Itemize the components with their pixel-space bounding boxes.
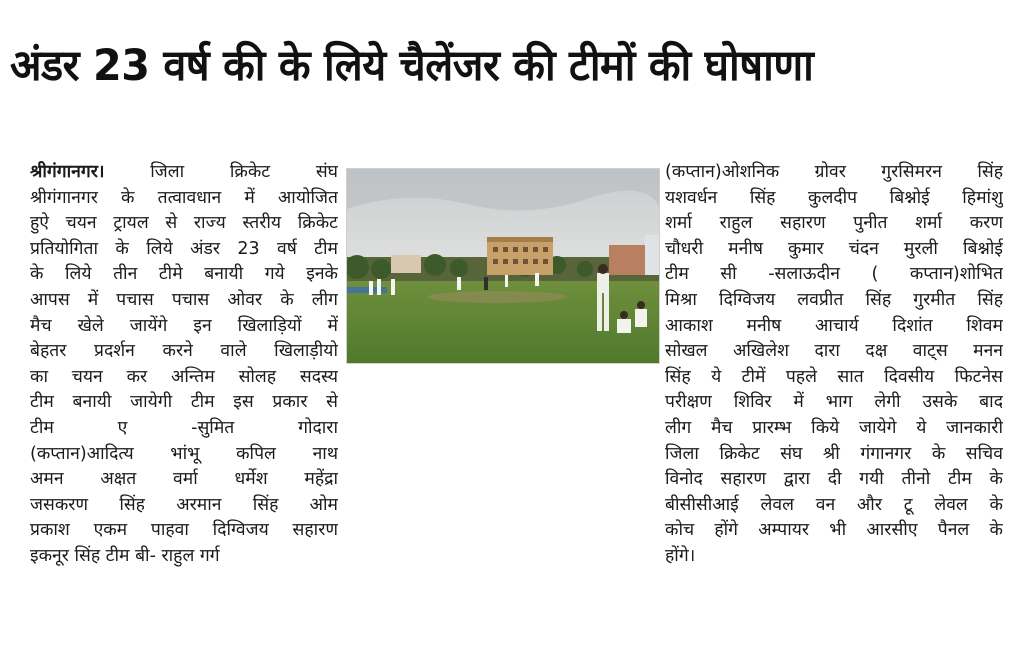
article-line: लीग मैच प्रारम्भ किये जायेगे ये जानकारी [665, 417, 1003, 438]
dateline: श्रीगंगानगर। [30, 162, 105, 182]
article-line: प्रकाश एकम पाहवा दिग्विजय सहारण [30, 520, 338, 541]
headline: अंडर 23 वर्ष की के लिये चैलेंजर की टीमों की घोषाणा [10, 41, 814, 91]
article-line: मिश्रा दिग्विजय लवप्रीत सिंह गुरमीत सिंह [665, 289, 1003, 310]
article-line: इकनूर सिंह टीम बी- राहुल गर्ग [30, 545, 220, 566]
cricket-match-photo [346, 168, 660, 364]
article-line: टीम सी -सलाऊदीन ( कप्तान)शोभित [665, 264, 1003, 285]
article-line: टीम ए -सुमित गोदारा [30, 417, 338, 438]
article-line: शर्मा राहुल सहारण पुनीत शर्मा करण [665, 213, 1003, 234]
photo-illustration [347, 169, 659, 363]
article-line: सिंह ये टीमें पहले सात दिवसीय फिटनेस [665, 366, 1003, 387]
article-line: कोच होंगे अम्पायर भी आरसीए पैनल के [665, 520, 1003, 541]
article-line: सोखल अखिलेश दारा दक्ष वाट्स मनन [665, 341, 1003, 362]
article-line: आपस में पचास पचास ओवर के लीग [30, 289, 338, 310]
article-line: बेहतर प्रदर्शन करने वाले खिलाड़ीयो [30, 341, 338, 362]
article-line: के लिये तीन टीमे बनायी गये इनके [30, 264, 338, 285]
article-line: बीसीसीआई लेवल वन और टू लेवल के [665, 494, 1003, 515]
article-line: जसकरण सिंह अरमान सिंह ओम [30, 494, 338, 515]
article-line: अमन अक्षत वर्मा धर्मेश महेंद्रा [30, 469, 338, 490]
article-line: श्रीगंगानगर के तत्वावधान में आयोजित [30, 187, 338, 208]
article-text: जिला क्रिकेट संघ [104, 162, 338, 182]
article-line: प्रतियोगिता के लिये अंडर 23 वर्ष टीम [30, 238, 338, 259]
article-line: मैच खेले जायेंगे इन खिलाड़ियों में [30, 315, 338, 336]
article-line: आकाश मनीष आचार्य दिशांत शिवम [665, 315, 1003, 336]
article-line: टीम बनायी जायेगी टीम इस प्रकार से [30, 392, 338, 413]
article-line: (कप्तान)ओशनिक ग्रोवर गुरसिमरन सिंह [665, 162, 1003, 182]
article-line: होंगे। [665, 545, 696, 566]
article-line: चौधरी मनीष कुमार चंदन मुरली बिश्नोई [665, 238, 1003, 259]
article-line: का चयन कर अन्तिम सोलह सदस्य [30, 366, 338, 387]
article-line: यशवर्धन सिंह कुलदीप बिश्नोई हिमांशु [665, 187, 1003, 208]
article-line: हुऐ चयन ट्रायल से राज्य स्तरीय क्रिकेट [30, 213, 338, 234]
article-line: विनोद सहारण द्वारा दी गयी तीनो टीम के [665, 469, 1003, 490]
left-column [30, 160, 338, 570]
right-column [665, 160, 1003, 570]
article-line: (कप्तान)आदित्य भांभू कपिल नाथ [30, 443, 338, 464]
article-line: परीक्षण शिविर में भाग लेगी उसके बाद [665, 392, 1003, 413]
article-line: जिला क्रिकेट संघ श्री गंगानगर के सचिव [665, 443, 1003, 464]
article-line [30, 160, 338, 186]
